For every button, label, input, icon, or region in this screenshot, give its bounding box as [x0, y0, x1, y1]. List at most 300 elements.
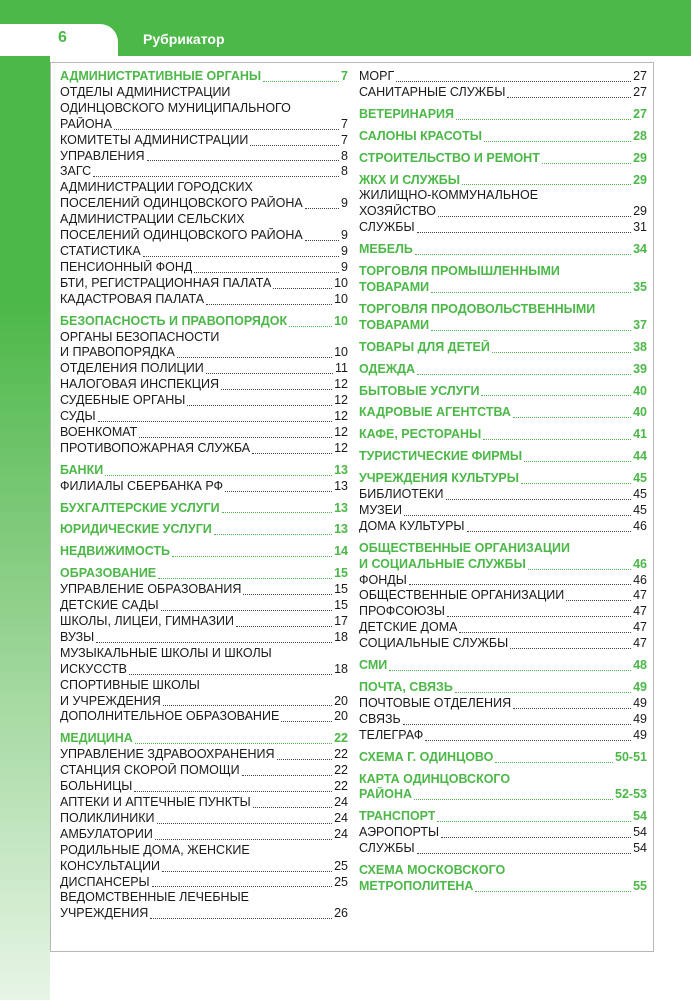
toc-section — [359, 151, 647, 167]
entry-text: ПРОФСОЮЗЫ — [359, 604, 445, 619]
entry-page: 15 — [334, 598, 348, 613]
section-heading-link[interactable] — [60, 566, 348, 582]
entry-link[interactable] — [60, 662, 348, 678]
section-heading-link[interactable] — [359, 658, 647, 674]
dot-leader — [163, 705, 332, 706]
left-gradient-band — [0, 0, 50, 1000]
dot-leader — [221, 389, 332, 390]
entry-link[interactable] — [359, 620, 647, 636]
entry-text: АМБУЛАТОРИИ — [60, 826, 153, 841]
section-heading-text: НЕДВИЖИМОСТЬ — [60, 544, 171, 559]
entry-page: 26 — [334, 906, 348, 921]
section-heading-text: РАЙОНА — [359, 787, 413, 802]
section-heading-line: СХЕМА МОСКОВСКОГО — [359, 863, 506, 878]
entry-link[interactable] — [60, 630, 348, 646]
entry-link[interactable] — [359, 841, 647, 857]
entry-text: УПРАВЛЕНИЯ — [60, 148, 145, 163]
section-heading-page: 50-51 — [615, 749, 647, 764]
entry-link[interactable] — [60, 377, 348, 393]
entry-link[interactable] — [60, 149, 348, 165]
toc-section — [359, 264, 647, 296]
entry-text: УПРАВЛЕНИЕ ЗДРАВООХРАНЕНИЯ — [60, 747, 275, 762]
entry-page: 12 — [334, 377, 348, 392]
entry-link[interactable] — [60, 196, 348, 212]
entry-link[interactable] — [60, 779, 348, 795]
dot-leader — [462, 184, 631, 185]
dot-leader — [456, 119, 631, 120]
page-number: 6 — [58, 29, 67, 46]
entry-link[interactable] — [60, 582, 348, 598]
entry-text: СТАНЦИЯ СКОРОЙ ПОМОЩИ — [60, 763, 240, 778]
dot-leader — [446, 499, 632, 500]
entry-text: ФИЛИАЛЫ СБЕРБАНКА РФ — [60, 478, 224, 493]
section-heading-page: 40 — [633, 405, 647, 420]
entry-page: 9 — [341, 228, 348, 243]
dot-leader — [277, 759, 333, 760]
dot-leader — [483, 439, 631, 440]
entry-link[interactable] — [60, 345, 348, 361]
entry-link[interactable] — [359, 519, 647, 535]
section-heading-page: 49 — [633, 680, 647, 694]
section-heading-text: СТРОИТЕЛЬСТВО И РЕМОНТ — [359, 150, 540, 165]
dot-leader — [510, 648, 631, 649]
dot-leader — [409, 584, 631, 585]
entry-page: 46 — [633, 518, 647, 533]
toc-section — [359, 863, 647, 895]
entry-link[interactable] — [60, 763, 348, 779]
entry-page: 7 — [341, 116, 348, 131]
section-heading-page: 54 — [633, 809, 647, 824]
entry-text: БОЛЬНИЦЫ — [60, 779, 133, 794]
dot-leader — [475, 891, 631, 892]
section-heading-link[interactable] — [359, 787, 647, 803]
dot-leader — [459, 632, 631, 633]
entry-page: 47 — [633, 620, 647, 635]
section-heading-text: ПОЧТА, СВЯЗЬ — [359, 680, 453, 694]
dot-leader — [396, 81, 631, 82]
entry-link[interactable] — [60, 875, 348, 891]
dot-leader — [281, 721, 332, 722]
dot-leader — [441, 837, 631, 838]
dot-leader — [134, 791, 332, 792]
entry-line: ОРГАНЫ БЕЗОПАСНОСТИ — [60, 329, 220, 344]
toc-section — [60, 69, 348, 308]
entry-page: 47 — [633, 588, 647, 603]
entry-line: АДМИНИСТРАЦИИ СЕЛЬСКИХ — [60, 212, 245, 227]
section-heading-link[interactable] — [60, 314, 348, 330]
entry-text: КАДАСТРОВАЯ ПАЛАТА — [60, 291, 205, 306]
entry-page: 13 — [334, 478, 348, 493]
toc-section — [60, 463, 348, 495]
entry-page: 17 — [334, 614, 348, 628]
section-heading-page: 40 — [633, 383, 647, 398]
entry-text: ПОСЕЛЕНИЙ ОДИНЦОВСКОГО РАЙОНА — [60, 228, 303, 243]
entry-line: ВЕДОМСТВЕННЫЕ ЛЕЧЕБНЫЕ — [60, 890, 249, 905]
section-heading-line: ТОРГОВЛЯ ПРОДОВОЛЬСТВЕННЫМИ — [359, 301, 596, 316]
entry-link[interactable] — [60, 117, 348, 133]
section-heading-page: 15 — [334, 566, 348, 581]
entry-link[interactable] — [359, 825, 647, 841]
entry-text: СЛУЖБЫ — [359, 841, 415, 856]
entry-page: 25 — [334, 874, 348, 889]
section-heading-text: ТОВАРАМИ — [359, 317, 430, 332]
entry-link[interactable] — [359, 604, 647, 620]
section-heading-page: 39 — [633, 361, 647, 376]
entry-link[interactable] — [359, 69, 647, 85]
section-heading-page: 14 — [334, 544, 348, 559]
section-heading-link[interactable] — [60, 69, 348, 85]
entry-text: САНИТАРНЫЕ СЛУЖБЫ — [359, 84, 506, 99]
section-heading-text: СХЕМА Г. ОДИНЦОВО — [359, 749, 494, 764]
section-heading-link[interactable] — [60, 731, 348, 747]
toc-section — [359, 340, 647, 356]
entry-line: АДМИНИСТРАЦИИ ГОРОДСКИХ — [60, 180, 253, 195]
entry-page: 31 — [633, 220, 647, 235]
section-heading-link[interactable] — [60, 544, 348, 560]
entry-line: РОДИЛЬНЫЕ ДОМА, ЖЕНСКИЕ — [60, 842, 250, 857]
entry-text: СОЦИАЛЬНЫЕ СЛУЖБЫ — [359, 636, 509, 651]
toc-section — [60, 566, 348, 725]
entry-page: 27 — [633, 84, 647, 99]
toc-section — [359, 809, 647, 857]
entry-page: 22 — [334, 779, 348, 794]
entry-text: ПОСЕЛЕНИЙ ОДИНЦОВСКОГО РАЙОНА — [60, 196, 303, 211]
entry-text: ДЕТСКИЕ ДОМА — [359, 620, 458, 635]
section-heading-line: ОБЩЕСТВЕННЫЕ ОРГАНИЗАЦИИ — [359, 540, 570, 555]
entry-page: 12 — [334, 409, 348, 424]
entry-link[interactable] — [60, 827, 348, 843]
entry-link[interactable] — [359, 728, 647, 744]
entry-page: 12 — [334, 393, 348, 408]
entry-page: 54 — [633, 841, 647, 856]
section-heading-link[interactable] — [359, 680, 647, 696]
entry-link[interactable] — [60, 694, 348, 710]
section-heading-link[interactable] — [359, 129, 647, 145]
toc-section — [359, 405, 647, 421]
toc-section — [359, 302, 647, 334]
section-heading-link[interactable] — [60, 501, 348, 517]
section-heading-page: 37 — [633, 317, 647, 332]
toc-section — [359, 129, 647, 145]
section-heading-link[interactable] — [359, 151, 647, 167]
entry-link[interactable] — [60, 133, 348, 149]
entry-link[interactable] — [359, 696, 647, 712]
dot-leader — [139, 437, 332, 438]
entry-link[interactable] — [60, 276, 348, 292]
section-heading-page: 41 — [633, 427, 647, 442]
section-heading-link[interactable] — [60, 522, 348, 538]
entry-page: 12 — [334, 424, 348, 439]
section-heading-text: БАНКИ — [60, 462, 104, 477]
section-heading-link[interactable] — [359, 340, 647, 356]
section-heading-link[interactable] — [359, 471, 647, 487]
dot-leader — [425, 740, 631, 741]
entry-text: ТЕЛЕГРАФ — [359, 727, 424, 742]
entry-text: ДИСПАНСЕРЫ — [60, 874, 150, 889]
entry-page: 9 — [341, 196, 348, 211]
entry-link[interactable] — [359, 85, 647, 101]
section-heading-link[interactable] — [359, 879, 647, 895]
entry-link[interactable] — [359, 487, 647, 503]
section-heading-link[interactable] — [359, 107, 647, 123]
toc-section — [60, 501, 348, 517]
entry-text: ИСКУССТВ — [60, 661, 127, 676]
dot-leader — [414, 799, 613, 800]
dot-leader — [521, 483, 631, 484]
dot-leader — [155, 839, 332, 840]
entry-page: 45 — [633, 502, 647, 517]
section-heading-text: АДМИНИСТРАТИВНЫЕ ОРГАНЫ — [60, 69, 262, 83]
dot-leader — [431, 330, 631, 331]
entry-link[interactable] — [60, 859, 348, 875]
dot-leader — [147, 160, 340, 161]
entry-link[interactable] — [60, 361, 348, 377]
entry-link[interactable] — [60, 598, 348, 614]
toc-section — [359, 362, 647, 378]
entry-text: ВУЗЫ — [60, 629, 95, 644]
entry-link[interactable] — [359, 636, 647, 652]
entry-text: РАЙОНА — [60, 116, 112, 131]
entry-link[interactable] — [60, 260, 348, 276]
section-heading-page: 34 — [633, 242, 647, 257]
entry-link[interactable] — [60, 614, 348, 630]
section-heading-link[interactable] — [359, 405, 647, 421]
toc-section — [60, 544, 348, 560]
section-heading-text: БЕЗОПАСНОСТЬ И ПРАВОПОРЯДОК — [60, 313, 288, 328]
dot-leader — [105, 475, 332, 476]
section-heading-text: МЕДИЦИНА — [60, 731, 133, 746]
entry-page: 10 — [334, 275, 348, 290]
section-heading-text: СМИ — [359, 658, 388, 673]
section-heading-page: 35 — [633, 279, 647, 294]
entry-link[interactable] — [60, 292, 348, 308]
toc-section — [359, 69, 647, 101]
entry-page: 46 — [633, 572, 647, 587]
dot-leader — [417, 853, 632, 854]
section-heading-link[interactable] — [359, 557, 647, 573]
entry-page: 24 — [334, 826, 348, 841]
entry-page: 11 — [335, 361, 348, 376]
entry-page: 10 — [334, 291, 348, 306]
entry-line: ЖИЛИЩНО-КОММУНАЛЬНОЕ — [359, 188, 539, 203]
dot-leader — [542, 163, 631, 164]
dot-leader — [389, 670, 631, 671]
dot-leader — [222, 512, 332, 513]
entry-link[interactable] — [359, 204, 647, 220]
contents-column-left — [60, 69, 348, 928]
entry-text: И УЧРЕЖДЕНИЯ — [60, 693, 161, 708]
section-heading-text: САЛОНЫ КРАСОТЫ — [359, 128, 483, 143]
section-heading-page: 29 — [633, 172, 647, 187]
section-heading-page: 44 — [633, 449, 647, 464]
section-heading-link[interactable] — [359, 427, 647, 443]
dot-leader — [96, 642, 332, 643]
entry-page: 8 — [341, 164, 348, 179]
toc-section — [359, 242, 647, 258]
dot-leader — [492, 352, 631, 353]
entry-link[interactable] — [60, 425, 348, 441]
toc-section — [359, 680, 647, 744]
entry-link[interactable] — [60, 795, 348, 811]
dot-leader — [305, 208, 339, 209]
section-heading-text: МЕБЕЛЬ — [359, 242, 413, 257]
dot-leader — [417, 374, 631, 375]
dot-leader — [161, 610, 333, 611]
dot-leader — [438, 216, 631, 217]
dot-leader — [152, 886, 333, 887]
entry-page: 8 — [341, 148, 348, 163]
dot-leader — [447, 616, 631, 617]
entry-link[interactable] — [60, 811, 348, 827]
entry-page: 20 — [334, 693, 348, 708]
toc-section — [359, 658, 647, 674]
dot-leader — [225, 491, 332, 492]
toc-section — [60, 314, 348, 457]
entry-page: 45 — [633, 487, 647, 502]
entry-text: ОТДЕЛЕНИЯ ПОЛИЦИИ — [60, 361, 204, 376]
entry-link[interactable] — [60, 244, 348, 260]
toc-section — [60, 731, 348, 922]
section-heading-page: 27 — [633, 106, 647, 121]
entry-page: 9 — [341, 243, 348, 258]
entry-text: УПРАВЛЕНИЕ ОБРАЗОВАНИЯ — [60, 582, 242, 597]
entry-page: 29 — [633, 204, 647, 219]
entry-page: 12 — [334, 440, 348, 455]
entry-link[interactable] — [60, 747, 348, 763]
dot-leader — [242, 775, 332, 776]
dot-leader — [495, 762, 613, 763]
entry-link[interactable] — [60, 409, 348, 425]
section-heading-page: 7 — [341, 69, 348, 83]
entry-text: ХОЗЯЙСТВО — [359, 204, 436, 219]
section-heading-page: 29 — [633, 150, 647, 165]
entry-text: СВЯЗЬ — [359, 711, 401, 726]
toc-section — [60, 522, 348, 538]
dot-leader — [206, 373, 333, 374]
section-heading-page: 22 — [334, 731, 348, 746]
dot-leader — [437, 821, 631, 822]
section-heading-text: ВЕТЕРИНАРИЯ — [359, 106, 455, 121]
entry-text: МУЗЕИ — [359, 502, 402, 517]
entry-link[interactable] — [60, 479, 348, 495]
dot-leader — [455, 692, 631, 693]
entry-text: УЧРЕЖДЕНИЯ — [60, 906, 149, 921]
entry-link[interactable] — [60, 906, 348, 922]
entry-link[interactable] — [359, 220, 647, 236]
entry-text: ДОМА КУЛЬТУРЫ — [359, 518, 465, 533]
entry-link[interactable] — [359, 712, 647, 728]
dot-leader — [513, 417, 631, 418]
entry-page: 22 — [334, 747, 348, 762]
entry-line: ОТДЕЛЫ АДМИНИСТРАЦИИ — [60, 84, 231, 99]
entry-link[interactable] — [359, 573, 647, 589]
dot-leader — [243, 594, 332, 595]
entry-link[interactable] — [60, 228, 348, 244]
section-heading-page: 38 — [633, 339, 647, 354]
section-heading-page: 55 — [633, 878, 647, 893]
entry-page: 18 — [334, 629, 348, 644]
entry-page: 47 — [633, 636, 647, 651]
dot-leader — [194, 272, 339, 273]
toc-section — [359, 750, 647, 766]
section-heading-link[interactable] — [359, 173, 647, 189]
dot-leader — [513, 708, 631, 709]
section-heading-link[interactable] — [359, 449, 647, 465]
section-heading-link[interactable] — [60, 463, 348, 479]
dot-leader — [206, 304, 332, 305]
entry-text: ЗАГС — [60, 164, 92, 179]
entry-page: 49 — [633, 727, 647, 742]
entry-text: ДОПОЛНИТЕЛЬНОЕ ОБРАЗОВАНИЕ — [60, 709, 280, 724]
dot-leader — [177, 357, 332, 358]
entry-link[interactable] — [60, 164, 348, 180]
dot-leader — [431, 292, 631, 293]
dot-leader — [158, 578, 332, 579]
section-heading-link[interactable] — [359, 318, 647, 334]
section-heading-link[interactable] — [359, 809, 647, 825]
section-heading-text: ТУРИСТИЧЕСКИЕ ФИРМЫ — [359, 449, 523, 464]
dot-leader — [273, 288, 332, 289]
dot-leader — [467, 531, 632, 532]
dot-leader — [187, 405, 332, 406]
entry-page: 54 — [633, 825, 647, 840]
section-heading-link[interactable] — [359, 750, 647, 766]
entry-link[interactable] — [359, 503, 647, 519]
dot-leader — [481, 395, 631, 396]
section-heading-link[interactable] — [359, 280, 647, 296]
entry-text: И ПРАВОПОРЯДКА — [60, 345, 175, 360]
section-heading-page: 46 — [633, 556, 647, 571]
dot-leader — [507, 97, 631, 98]
entry-text: НАЛОГОВАЯ ИНСПЕКЦИЯ — [60, 377, 220, 392]
dot-leader — [250, 145, 339, 146]
entry-link[interactable] — [60, 441, 348, 457]
section-heading-text: ТОВАРАМИ — [359, 279, 430, 294]
dot-leader — [263, 81, 339, 82]
dot-leader — [135, 743, 332, 744]
section-heading-page: 28 — [633, 128, 647, 143]
section-heading-text: КАДРОВЫЕ АГЕНТСТВА — [359, 405, 511, 420]
section-heading-page: 52-53 — [615, 787, 647, 802]
section-heading-page: 10 — [334, 313, 348, 328]
section-heading-text: ТОВАРЫ ДЛЯ ДЕТЕЙ — [359, 339, 490, 354]
section-heading-text: МЕТРОПОЛИТЕНА — [359, 878, 474, 893]
entry-line: СПОРТИВНЫЕ ШКОЛЫ — [60, 677, 200, 692]
dot-leader — [566, 600, 631, 601]
entry-link[interactable] — [359, 588, 647, 604]
entry-text: ПЕНСИОННЫЙ ФОНД — [60, 259, 193, 274]
section-heading-page: 13 — [334, 500, 348, 515]
entry-text: СУДЫ — [60, 409, 96, 424]
section-heading-link[interactable] — [359, 362, 647, 378]
toc-section — [359, 427, 647, 443]
section-heading-line: ТОРГОВЛЯ ПРОМЫШЛЕННЫМИ — [359, 264, 560, 279]
dot-leader — [236, 626, 332, 627]
entry-page: 27 — [633, 69, 647, 83]
entry-page: 49 — [633, 695, 647, 710]
entry-text: БТИ, РЕГИСТРАЦИОННАЯ ПАЛАТА — [60, 275, 272, 290]
entry-link[interactable] — [60, 709, 348, 725]
entry-text: КОМИТЕТЫ АДМИНИСТРАЦИИ — [60, 132, 249, 147]
section-heading-page: 13 — [334, 462, 348, 477]
dot-leader — [403, 724, 631, 725]
section-heading-link[interactable] — [359, 242, 647, 258]
section-heading-page: 13 — [334, 522, 348, 537]
entry-page: 24 — [334, 794, 348, 809]
section-heading-link[interactable] — [359, 384, 647, 400]
entry-link[interactable] — [60, 393, 348, 409]
section-heading-text: ЮРИДИЧЕСКИЕ УСЛУГИ — [60, 522, 212, 537]
